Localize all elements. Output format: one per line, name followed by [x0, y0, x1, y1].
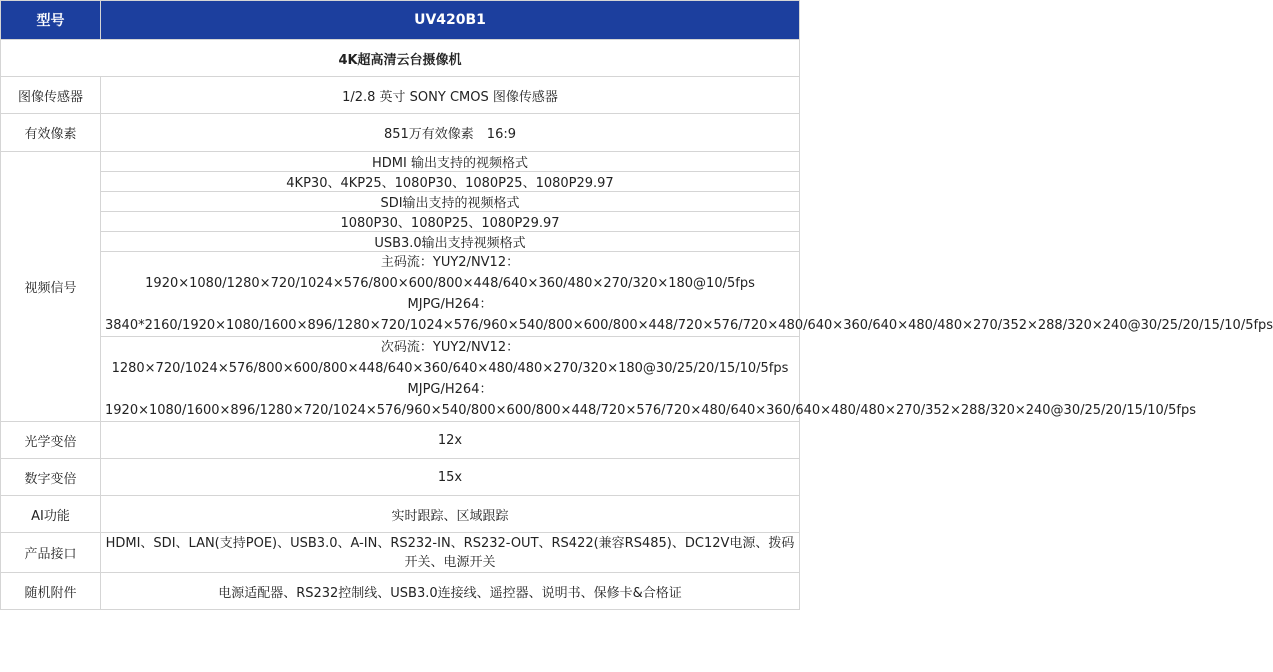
video-label: 视频信号: [1, 152, 101, 422]
optical-zoom-value: 12x: [101, 422, 800, 459]
video-format-line: HDMI 输出支持的视频格式: [101, 152, 800, 172]
row-video-line-1: [1, 152, 800, 172]
row-sub-stream: [1, 337, 800, 422]
row-video-line-5: [1, 232, 800, 252]
row-video-line-2: [1, 172, 800, 192]
video-format-line: USB3.0输出支持视频格式: [101, 232, 800, 252]
optical-zoom-label: 光学变倍: [1, 422, 101, 459]
row-ai: [1, 496, 800, 533]
header-model-label: 型号: [1, 1, 101, 40]
sensor-value: 1/2.8 英寸 SONY CMOS 图像传感器: [101, 77, 800, 114]
digital-zoom-value: 15x: [101, 459, 800, 496]
accessories-label: 随机附件: [1, 573, 101, 610]
ports-label: 产品接口: [1, 533, 101, 573]
subtitle-row: [1, 40, 800, 77]
pixels-value: 851万有效像素 16:9: [101, 114, 800, 152]
video-format-line: SDI输出支持的视频格式: [101, 192, 800, 212]
video-format-line: 4KP30、4KP25、1080P30、1080P25、1080P29.97: [101, 172, 800, 192]
product-subtitle: 4K超高清云台摄像机: [1, 40, 800, 77]
pixels-label: 有效像素: [1, 114, 101, 152]
sub-stream-mjpg: MJPG/H264：1920×1080/1600×896/1280×720/1024×576/960×540/800×600/800×448/720×576/720×480/640×360/640×480/480×270/352×288/320×240@30/25/20/15/10/5fps: [105, 382, 1197, 418]
row-sensor: [1, 77, 800, 114]
row-pixels: [1, 114, 800, 152]
main-stream-yuy2: 主码流：YUY2/NV12：1920×1080/1280×720/1024×576/800×600/800×448/640×360/480×270/320×180@10/5fps: [145, 255, 755, 291]
sub-stream-yuy2: 次码流：YUY2/NV12：1280×720/1024×576/800×600/800×448/640×360/640×480/480×270/320×180@30/25/20/15/10/5fps: [111, 340, 789, 376]
header-row: [1, 1, 800, 40]
digital-zoom-label: 数字变倍: [1, 459, 101, 496]
header-model-value: UV420B1: [101, 1, 800, 40]
sensor-label: 图像传感器: [1, 77, 101, 114]
ai-value: 实时跟踪、区域跟踪: [101, 496, 800, 533]
row-optical-zoom: [1, 422, 800, 459]
row-ports: [1, 533, 800, 573]
ai-label: AI功能: [1, 496, 101, 533]
main-stream-cell: [101, 252, 1273, 337]
row-video-line-3: [1, 192, 800, 212]
main-stream-mjpg: MJPG/H264：3840*2160/1920×1080/1600×896/1280×720/1024×576/960×540/800×600/800×448/720×576/720×480/640×360/640×480/480×270/352×288/320×240@30/25/20/15/10/5fps: [105, 297, 1273, 333]
accessories-value: 电源适配器、RS232控制线、USB3.0连接线、遥控器、说明书、保修卡&合格证: [101, 573, 800, 610]
row-digital-zoom: [1, 459, 800, 496]
row-accessories: [1, 573, 800, 610]
ports-value: HDMI、SDI、LAN(支持POE)、USB3.0、A-IN、RS232-IN、RS232-OUT、RS422(兼容RS485)、DC12V电源、拨码开关、电源开关: [101, 533, 800, 573]
sub-stream-cell: [101, 337, 1197, 422]
video-format-line: 1080P30、1080P25、1080P29.97: [101, 212, 800, 232]
row-main-stream: [1, 252, 800, 337]
row-video-line-4: [1, 212, 800, 232]
